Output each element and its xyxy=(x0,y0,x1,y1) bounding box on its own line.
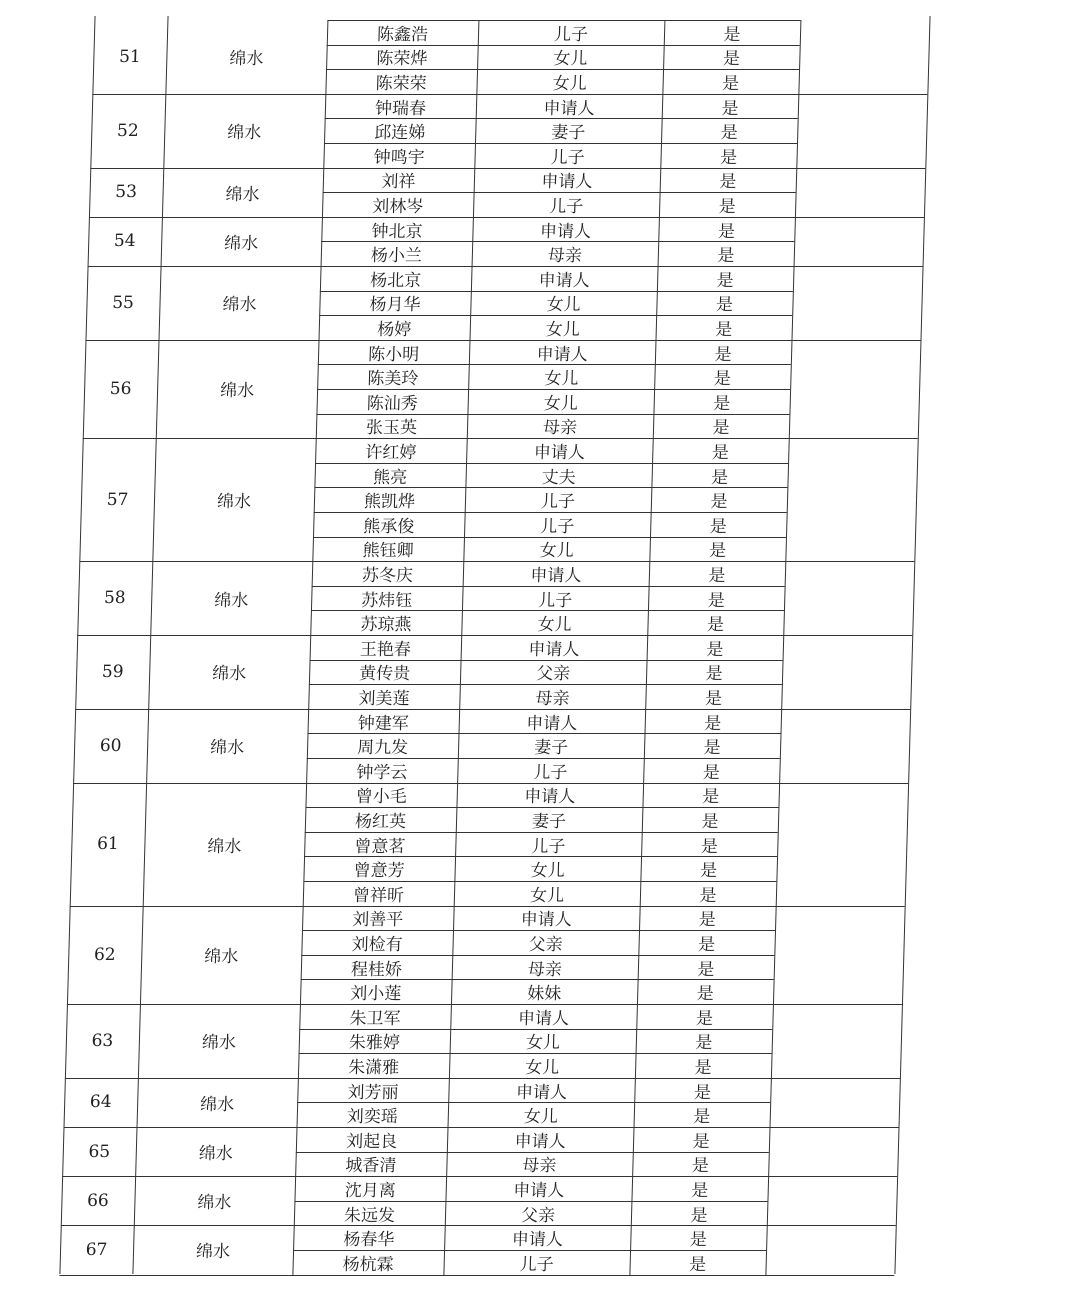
member-flag: 是 xyxy=(690,1205,708,1226)
group-town: 绵水 xyxy=(201,1033,237,1054)
member-flag: 是 xyxy=(699,861,718,882)
member-relation: 女儿 xyxy=(543,393,579,414)
group-number: 52 xyxy=(116,120,139,141)
group-number: 56 xyxy=(109,378,132,399)
member-name: 钟建军 xyxy=(357,713,410,734)
member-flag: 是 xyxy=(717,246,735,267)
inner-box-bottom xyxy=(292,1275,765,1276)
member-relation: 母亲 xyxy=(535,688,570,709)
member-name: 城香清 xyxy=(345,1156,397,1177)
group-number: 57 xyxy=(106,489,129,510)
group-town: 绵水 xyxy=(219,381,255,402)
member-name: 杨红英 xyxy=(354,811,407,832)
member-relation: 父亲 xyxy=(520,1205,556,1226)
member-name: 张玉英 xyxy=(365,418,418,439)
member-relation: 申请人 xyxy=(541,172,593,193)
member-relation: 申请人 xyxy=(533,442,586,463)
member-relation: 申请人 xyxy=(543,98,595,119)
member-flag: 是 xyxy=(695,1008,714,1029)
member-relation: 女儿 xyxy=(539,541,574,562)
group-number: 59 xyxy=(101,661,124,682)
group-number: 62 xyxy=(93,944,116,965)
group-number: 65 xyxy=(88,1141,111,1162)
member-flag: 是 xyxy=(690,1180,709,1201)
member-name: 曾小毛 xyxy=(355,787,408,808)
member-relation: 申请人 xyxy=(512,1180,565,1201)
member-flag: 是 xyxy=(693,1107,711,1128)
table-right-border xyxy=(894,16,930,1274)
member-flag: 是 xyxy=(723,24,741,45)
member-name: 沈月离 xyxy=(344,1180,397,1201)
member-relation: 申请人 xyxy=(538,270,590,291)
member-relation: 女儿 xyxy=(530,861,565,882)
group-town: 绵水 xyxy=(197,1193,232,1214)
group-number: 64 xyxy=(89,1092,112,1113)
member-relation: 母亲 xyxy=(547,246,583,267)
group-town: 绵水 xyxy=(209,738,245,759)
member-name: 陈美玲 xyxy=(367,369,419,390)
member-name: 周九发 xyxy=(356,738,409,759)
member-name: 陈小明 xyxy=(367,344,420,365)
member-flag: 是 xyxy=(710,492,728,513)
member-name: 钟北京 xyxy=(371,221,423,242)
member-name: 杨小兰 xyxy=(370,246,423,267)
member-relation: 儿子 xyxy=(533,762,568,783)
member-flag: 是 xyxy=(709,516,728,537)
group-town: 绵水 xyxy=(195,1242,231,1263)
group-number: 67 xyxy=(85,1239,108,1260)
member-name: 朱远发 xyxy=(343,1205,396,1226)
group-number: 66 xyxy=(86,1190,110,1211)
member-name: 朱卫军 xyxy=(349,1008,401,1029)
member-name: 刘检有 xyxy=(351,934,403,955)
member-flag: 是 xyxy=(704,713,722,734)
member-name: 曾祥昕 xyxy=(352,885,405,906)
member-relation: 申请人 xyxy=(530,565,582,586)
member-flag: 是 xyxy=(714,344,732,365)
member-relation: 妻子 xyxy=(551,123,586,144)
member-flag: 是 xyxy=(697,934,716,955)
member-relation: 女儿 xyxy=(544,369,579,390)
member-relation: 女儿 xyxy=(545,319,581,340)
member-name: 陈荣荣 xyxy=(375,73,427,94)
member-flag: 是 xyxy=(719,172,737,193)
group-town: 绵水 xyxy=(199,1094,235,1115)
member-name: 熊亮 xyxy=(372,467,408,488)
member-flag: 是 xyxy=(693,1082,712,1103)
group-number: 58 xyxy=(103,588,126,609)
member-relation: 女儿 xyxy=(546,295,581,316)
member-relation: 申请人 xyxy=(526,713,578,734)
member-flag: 是 xyxy=(688,1254,707,1275)
member-flag: 是 xyxy=(696,984,715,1005)
member-flag: 是 xyxy=(702,762,721,783)
member-name: 刘小莲 xyxy=(349,984,402,1005)
group-town: 绵水 xyxy=(213,590,249,611)
member-relation: 母亲 xyxy=(527,959,563,980)
member-relation: 申请人 xyxy=(520,910,573,931)
group-number: 61 xyxy=(96,834,120,855)
member-relation: 妻子 xyxy=(531,811,567,832)
member-flag: 是 xyxy=(701,811,719,832)
member-name: 程桂娇 xyxy=(350,959,403,980)
member-relation: 女儿 xyxy=(525,1033,561,1054)
member-name: 杨杭霖 xyxy=(342,1254,394,1275)
group-number: 51 xyxy=(118,46,142,67)
group-number: 63 xyxy=(91,1030,114,1051)
member-name: 刘善平 xyxy=(352,910,404,931)
member-name: 熊承俊 xyxy=(363,516,415,537)
member-flag: 是 xyxy=(708,565,726,586)
member-flag: 是 xyxy=(707,590,726,611)
group-town: 绵水 xyxy=(223,233,259,254)
member-relation: 女儿 xyxy=(524,1057,560,1078)
member-flag: 是 xyxy=(700,836,719,857)
member-relation: 父亲 xyxy=(535,664,571,685)
member-flag: 是 xyxy=(706,615,725,636)
member-flag: 是 xyxy=(717,221,736,242)
member-relation: 妻子 xyxy=(533,738,569,759)
group-town: 绵水 xyxy=(207,836,242,857)
group-number: 53 xyxy=(115,182,138,203)
member-flag: 是 xyxy=(710,467,729,488)
member-name: 苏炜钰 xyxy=(360,590,413,611)
member-flag: 是 xyxy=(694,1057,712,1078)
member-flag: 是 xyxy=(711,442,730,463)
member-flag: 是 xyxy=(701,787,720,808)
group-town: 绵水 xyxy=(227,123,262,144)
member-relation: 申请人 xyxy=(536,344,588,365)
member-name: 钟鸣宇 xyxy=(373,147,425,168)
member-relation: 申请人 xyxy=(514,1131,566,1152)
member-relation: 儿子 xyxy=(548,196,584,217)
member-flag: 是 xyxy=(712,418,730,439)
member-relation: 女儿 xyxy=(553,49,588,70)
member-relation: 女儿 xyxy=(523,1107,559,1128)
group-number: 60 xyxy=(99,735,122,756)
member-relation: 女儿 xyxy=(552,73,587,94)
member-name: 刘奕瑶 xyxy=(346,1107,399,1128)
member-flag: 是 xyxy=(708,541,727,562)
member-relation: 申请人 xyxy=(515,1082,568,1103)
member-relation: 女儿 xyxy=(537,615,572,636)
member-flag: 是 xyxy=(689,1230,708,1251)
member-relation: 母亲 xyxy=(522,1156,557,1177)
member-relation: 儿子 xyxy=(537,590,573,611)
member-name: 刘林岑 xyxy=(371,196,424,217)
member-relation: 母亲 xyxy=(542,418,578,439)
member-flag: 是 xyxy=(697,959,715,980)
member-name: 熊钰卿 xyxy=(362,541,414,562)
member-name: 曾意茗 xyxy=(354,836,406,857)
member-flag: 是 xyxy=(706,639,724,660)
member-name: 刘美莲 xyxy=(358,688,410,709)
member-flag: 是 xyxy=(715,295,734,316)
member-name: 黄传贵 xyxy=(358,664,411,685)
member-relation: 申请人 xyxy=(523,787,576,808)
member-name: 曾意芳 xyxy=(353,861,405,882)
member-name: 苏冬庆 xyxy=(361,565,414,586)
member-name: 苏琼燕 xyxy=(360,615,412,636)
member-name: 陈鑫浩 xyxy=(376,24,429,45)
group-number: 54 xyxy=(113,231,136,252)
member-flag: 是 xyxy=(695,1033,713,1054)
member-flag: 是 xyxy=(713,369,732,390)
member-name: 熊凯烨 xyxy=(363,492,416,513)
group-town: 绵水 xyxy=(225,184,260,205)
member-flag: 是 xyxy=(712,393,731,414)
member-flag: 是 xyxy=(703,738,721,759)
group-town: 绵水 xyxy=(216,492,252,513)
member-name: 陈汕秀 xyxy=(366,393,419,414)
member-name: 钟瑞春 xyxy=(374,98,427,119)
member-relation: 儿子 xyxy=(540,516,575,537)
member-name: 邱连娣 xyxy=(374,123,426,144)
member-name: 刘起良 xyxy=(345,1131,398,1152)
member-name: 朱雅婷 xyxy=(348,1033,401,1054)
member-name: 王艳春 xyxy=(359,639,412,660)
member-name: 钟学云 xyxy=(356,762,408,783)
member-flag: 是 xyxy=(716,270,734,291)
member-relation: 妹妹 xyxy=(526,984,562,1005)
member-relation: 申请人 xyxy=(511,1230,564,1251)
member-relation: 丈夫 xyxy=(541,467,576,488)
member-flag: 是 xyxy=(718,196,736,217)
member-relation: 父亲 xyxy=(528,934,563,955)
member-flag: 是 xyxy=(691,1156,710,1177)
member-name: 刘芳丽 xyxy=(347,1082,399,1103)
member-flag: 是 xyxy=(722,49,741,70)
group-town: 绵水 xyxy=(203,947,239,968)
member-flag: 是 xyxy=(704,688,723,709)
member-name: 杨婷 xyxy=(377,319,412,340)
member-relation: 儿子 xyxy=(550,147,585,168)
member-name: 杨春华 xyxy=(343,1230,395,1251)
member-name: 刘祥 xyxy=(381,172,416,193)
member-flag: 是 xyxy=(721,73,740,94)
member-relation: 儿子 xyxy=(553,24,589,45)
member-flag: 是 xyxy=(705,664,723,685)
member-flag: 是 xyxy=(715,319,733,340)
group-town: 绵水 xyxy=(211,664,247,685)
member-relation: 申请人 xyxy=(517,1008,570,1029)
member-name: 朱潇雅 xyxy=(347,1057,400,1078)
member-flag: 是 xyxy=(719,147,738,168)
member-name: 杨北京 xyxy=(369,270,422,291)
group-town: 绵水 xyxy=(198,1144,234,1165)
member-name: 陈荣烨 xyxy=(376,49,428,70)
member-flag: 是 xyxy=(720,123,739,144)
member-flag: 是 xyxy=(692,1131,710,1152)
member-relation: 申请人 xyxy=(528,639,580,660)
member-flag: 是 xyxy=(699,885,717,906)
member-name: 杨月华 xyxy=(369,295,421,316)
member-relation: 儿子 xyxy=(531,836,566,857)
group-number: 55 xyxy=(111,292,135,313)
group-town: 绵水 xyxy=(229,49,264,70)
member-relation: 申请人 xyxy=(539,221,592,242)
member-name: 许红婷 xyxy=(365,442,417,463)
member-relation: 女儿 xyxy=(529,885,565,906)
member-flag: 是 xyxy=(698,910,717,931)
member-flag: 是 xyxy=(721,98,739,119)
group-town: 绵水 xyxy=(222,295,257,316)
member-relation: 儿子 xyxy=(540,492,576,513)
member-relation: 儿子 xyxy=(519,1254,554,1275)
